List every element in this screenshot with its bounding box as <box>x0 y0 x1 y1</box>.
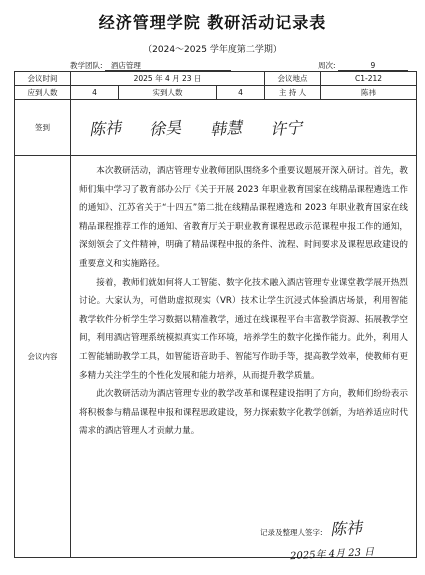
page-title: 经济管理学院 教研活动记录表 <box>98 13 327 32</box>
time-label: 会议时间 <box>15 72 71 86</box>
content-label: 会议内容 <box>15 156 71 558</box>
content-paragraph-3: 此次教研活动为酒店管理专业的教学改革和课程建设指明了方向，教师们纷纷表示将积极参与精品课程申报和课程思政建设，努力探索数字化教学创新，为培养适应时代需求的酒店管理人才贡献力量。 <box>79 389 409 437</box>
due-label: 应到人数 <box>15 86 71 100</box>
content-paragraph-1: 本次教研活动，酒店管理专业教师团队围绕多个重要议题展开深入研讨。首先，教师们集中学习了教育部办公厅《关于开展 2023 年职业教育国家在线精品课程遴选工作的通知》、江苏省关于“十四五”第二批在线精品课程遴选和 2023 年职业教育国家在线精品课程推荐工作的通知、省教育厅关于职业教育课程思政示范课程申报工作的通知，深刻领会了文件精神，明确了精品课程申报的条件、流程、时间要求及课程思政建设的重要意义和实施路径。 <box>79 166 409 269</box>
week-meta <box>318 60 408 71</box>
signature-3: 韩慧 <box>209 117 243 140</box>
team-label: 教学团队: <box>70 61 103 70</box>
host-label: 主 持 人 <box>265 86 321 100</box>
content-paragraph-2: 接着，教师们就如何将人工智能、数字化技术融入酒店管理专业课堂教学展开热烈讨论。大家认为，可借助虚拟现实（VR）技术让学生沉浸式体验酒店场景，利用智能教学软件分析学生学习数据以精准教学，通过在线课程平台丰富教学资源、拓展教学空间，利用酒店管理系统模拟真实工作环境，培养学生的数字化操作能力。此外，利用人工智能辅助教学工具，如智能语音助手、智能写作助手等，提高教学效率，使教师有更多精力关注学生的个性化发展和能力培养，从而提升教学质量。 <box>79 277 409 381</box>
recorder-signature: 陈祎 <box>329 517 363 540</box>
actual-label: 实到人数 <box>119 86 217 100</box>
signature-2: 徐昊 <box>148 117 183 140</box>
content-cell <box>71 156 417 558</box>
recorder-label: 记录及整理人签字: <box>260 528 323 537</box>
signature-4: 许宁 <box>269 117 303 140</box>
signature-area <box>71 100 417 156</box>
handwritten-date: 2025年 4月 23 日 <box>289 546 375 563</box>
team-meta <box>70 60 231 71</box>
week-label: 周次: <box>318 61 336 70</box>
host-value: 陈祎 <box>321 86 417 100</box>
due-value: 4 <box>71 86 119 100</box>
sign-label: 签到 <box>15 100 71 156</box>
place-label: 会议地点 <box>265 72 321 86</box>
signature-1: 陈祎 <box>88 117 122 140</box>
record-table <box>14 71 417 558</box>
place-value: C1-212 <box>321 72 417 86</box>
actual-value: 4 <box>217 86 265 100</box>
page-subtitle: （2024～2025 学年度第二学期） <box>143 45 282 55</box>
time-value: 2025 年 4 月 23 日 <box>71 72 265 86</box>
week-value: 9 <box>338 60 408 71</box>
team-value: 酒店管理 <box>105 60 231 71</box>
